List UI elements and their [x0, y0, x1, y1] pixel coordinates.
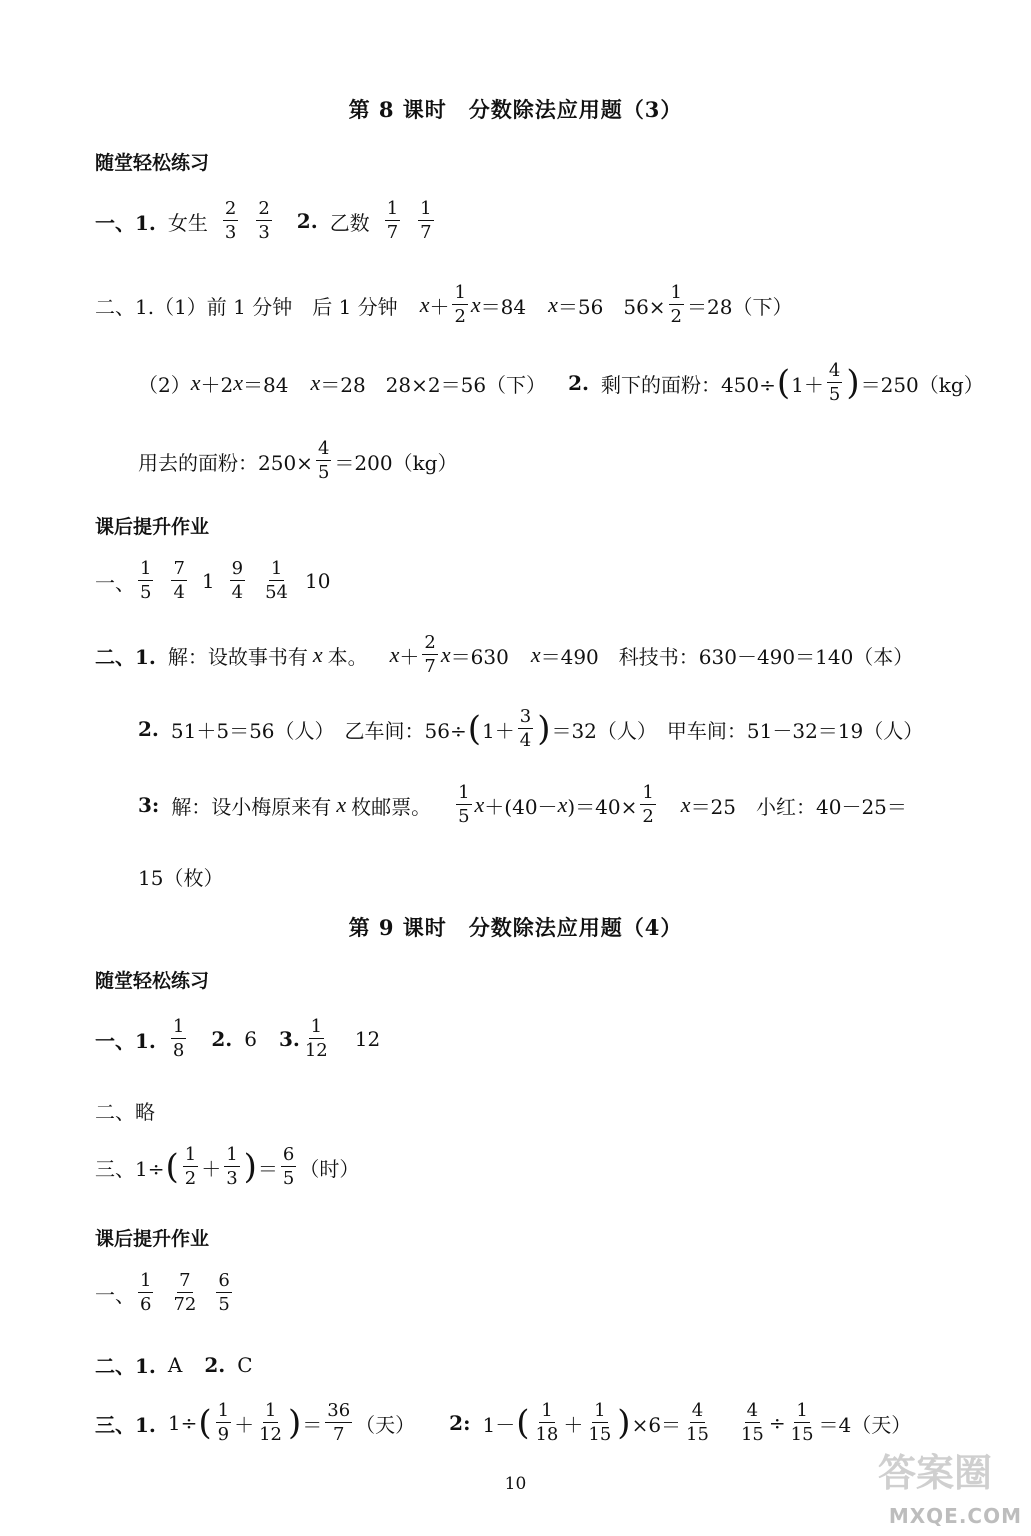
fraction: $\frac{1}{2}$ — [642, 782, 654, 827]
l8-practice-q2-2-cont: 用去的面粉：250× $\frac{4}{5}$ ＝200（kg） — [138, 438, 458, 483]
l8-homework-q2-1: 二、1. 解：设故事书有 x 本。 x ＋ $\frac{2}{7}$ x ＝630 x ＝490 科技书：630－490＝140（本） — [95, 632, 914, 677]
watermark-brand: MXQE.COM — [888, 1504, 1022, 1528]
fraction: $\frac{4}{15}$ — [686, 1400, 709, 1445]
l8-homework-q2-2: 2. 51＋5＝56（人） 乙车间：56÷ ( 1＋ $\frac{3}{4}$ ) ＝32（人） 甲车间：51－32＝19（人） — [138, 706, 924, 751]
l9-practice-q1: 一、1. $\frac{1}{8}$ 2. 6 3. $\frac{1}{12}$ 12 — [95, 1016, 381, 1061]
fraction: $\frac{9}{4}$ — [231, 558, 244, 603]
l8-homework-q1: 一、 $\frac{1}{5}$ $\frac{7}{4}$ 1 $\frac{9}{4}$ $\frac{1}{54}$ 10 — [95, 558, 331, 603]
fraction: $\frac{1}{15}$ — [588, 1400, 612, 1445]
l9-homework-q1: 一、 $\frac{1}{6}$ $\frac{7}{72}$ $\frac{6}{5}$ — [95, 1270, 230, 1315]
fraction: $\frac{4}{5}$ — [828, 360, 841, 405]
fraction: $\frac{1}{2}$ — [184, 1144, 197, 1189]
l8-homework-q2-3-cont: 15（枚） — [138, 866, 224, 890]
section-heading-practice: 随堂轻松练习 — [95, 152, 210, 174]
fraction: $\frac{1}{2}$ — [670, 282, 682, 327]
l8-practice-q1: 一、1. 女生 $\frac{2}{3}$ $\frac{2}{3}$ 2. 乙数 $\frac{1}{7}$ $\frac{1}{7}$ — [95, 198, 432, 243]
fraction: $\frac{2}{3}$ — [224, 198, 237, 243]
fraction: $\frac{1}{12}$ — [259, 1400, 282, 1445]
l9-homework-q2: 二、1. A 2. C — [95, 1352, 253, 1378]
fraction: $\frac{3}{4}$ — [519, 706, 532, 751]
fraction: $\frac{1}{18}$ — [535, 1400, 559, 1445]
l9-practice-q3: 三、1÷ ( $\frac{1}{2}$ ＋ $\frac{1}{3}$ ) ＝ $\frac{6}{5}$ （时） — [95, 1144, 360, 1189]
page-number: 10 — [504, 1474, 527, 1494]
fraction: $\frac{1}{12}$ — [304, 1016, 328, 1061]
lesson-9-title: 第 9 课时 分数除法应用题（4） — [348, 915, 683, 940]
fraction: $\frac{1}{5}$ — [140, 558, 152, 603]
l9-practice-q2: 二、略 — [95, 1100, 155, 1124]
fraction: $\frac{1}{54}$ — [265, 558, 288, 603]
fraction: $\frac{1}{5}$ — [458, 782, 470, 827]
watermark-chars: 答案圈 — [878, 1451, 993, 1495]
l9-homework-q3: 三、1. 1÷ ( $\frac{1}{9}$ ＋ $\frac{1}{12}$ ) ＝ $\frac{36}{7}$ （天） 2: 1－ ( $\frac{1}{18}$ ＋ $\frac{1}{15}$ ) ×6＝ $\frac{4}{15}$ $\frac{4}{15}$ ÷ $\frac{1}{15}$ ＝4（天） — [95, 1400, 912, 1445]
watermark-logo — [868, 1438, 1028, 1532]
fraction: $\frac{1}{2}$ — [454, 282, 466, 327]
lesson-8-title: 第 8 课时 分数除法应用题（3） — [348, 97, 683, 122]
section-heading-homework: 课后提升作业 — [95, 1228, 210, 1250]
fraction: $\frac{1}{9}$ — [217, 1400, 230, 1445]
fraction: $\frac{4}{15}$ — [740, 1400, 764, 1445]
fraction: $\frac{1}{7}$ — [386, 198, 399, 243]
fraction: $\frac{1}{8}$ — [172, 1016, 185, 1061]
fraction: $\frac{6}{5}$ — [282, 1144, 295, 1189]
section-heading-homework: 课后提升作业 — [95, 516, 210, 538]
fraction: $\frac{6}{5}$ — [218, 1270, 230, 1315]
fraction: $\frac{7}{4}$ — [173, 558, 185, 603]
fraction: $\frac{1}{7}$ — [420, 198, 432, 243]
fraction: $\frac{2}{7}$ — [424, 632, 436, 677]
fraction: $\frac{2}{3}$ — [258, 198, 270, 243]
fraction: $\frac{7}{72}$ — [173, 1270, 197, 1315]
fraction: $\frac{4}{5}$ — [317, 438, 330, 483]
l8-practice-q2-1: 二、1.（1）前 1 分钟 后 1 分钟 x ＋ $\frac{1}{2}$ x ＝84 x ＝56 56× $\frac{1}{2}$ ＝28（下） — [95, 282, 793, 327]
fraction: $\frac{1}{3}$ — [226, 1144, 238, 1189]
l8-homework-q2-3: 3: 解：设小梅原来有 x 枚邮票。 $\frac{1}{5}$ x ＋(40－ x )＝40× $\frac{1}{2}$ x ＝25 小红：40－25＝ — [138, 782, 907, 827]
section-heading-practice: 随堂轻松练习 — [95, 970, 210, 992]
fraction: $\frac{36}{7}$ — [327, 1400, 351, 1445]
fraction: $\frac{1}{6}$ — [140, 1270, 152, 1315]
l8-practice-q2-2: （2） x ＋2 x ＝84 x ＝28 28×2＝56（下） 2. 剩下的面粉：450÷ ( 1＋ $\frac{4}{5}$ ) ＝250（kg） — [138, 360, 984, 405]
fraction: $\frac{1}{15}$ — [790, 1400, 814, 1445]
